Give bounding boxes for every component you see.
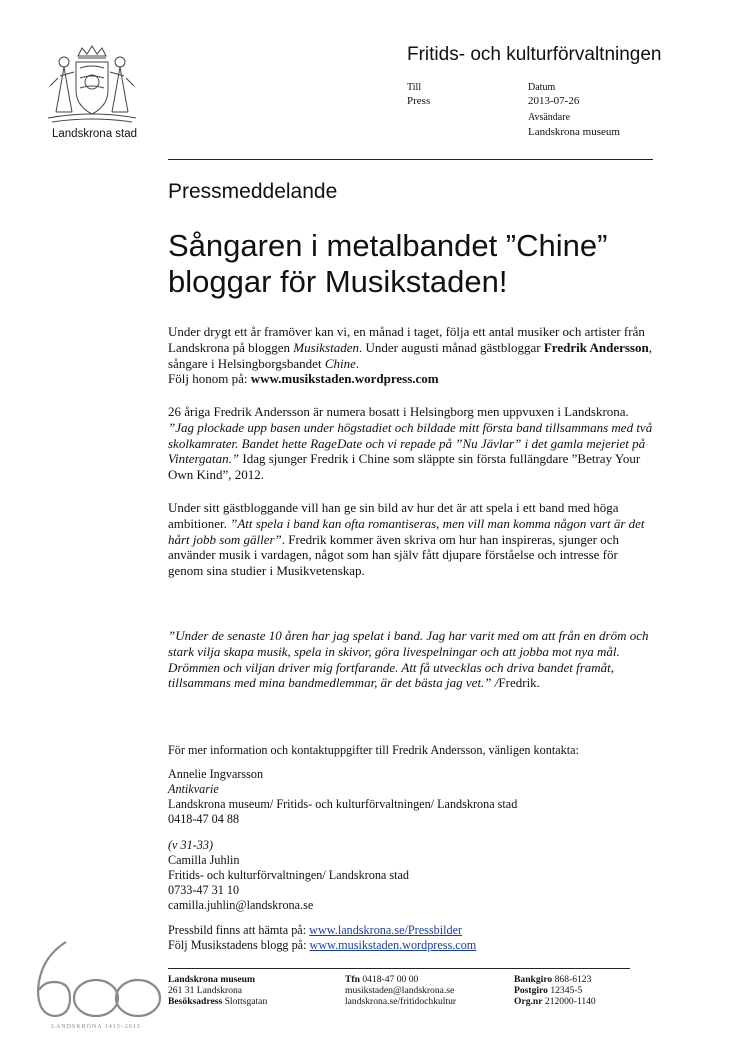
contact-block-1 — [168, 767, 654, 827]
contact-org: Fritids- och kulturförvaltningen/ Landskrona stad — [168, 868, 409, 882]
paragraph-intro — [168, 324, 654, 387]
press-photo-label: Pressbild finns att hämta på: — [168, 923, 310, 937]
footer-address — [168, 974, 267, 1008]
text: . Under augusti månad gästbloggar — [359, 339, 544, 355]
phone-label: Tfn — [345, 974, 360, 985]
headline-line-2: bloggar för Musikstaden! — [168, 264, 508, 299]
contact-name: Annelie Ingvarsson — [168, 767, 264, 781]
avsandare-value: Landskrona museum — [528, 126, 620, 138]
contact-block-2 — [168, 838, 654, 913]
footer-bank — [514, 974, 596, 1008]
anniversary-600-logo — [30, 938, 162, 1030]
contact-name: Camilla Juhlin — [168, 853, 240, 867]
footer-email: musikstaden@landskrona.se — [345, 985, 455, 997]
paragraph-quote — [168, 628, 654, 691]
bankgiro-value: 868-6123 — [552, 974, 592, 985]
contact-role: Antikvarie — [168, 782, 219, 796]
org-name: Landskrona stad — [52, 128, 138, 140]
till-value: Press — [407, 95, 431, 107]
coat-of-arms-logo — [38, 38, 146, 130]
press-photo-line — [168, 923, 654, 938]
text: Under drygt ett år framöver kan vi, en månad i taget, följa ett antal musiker och artister från Landskrona på bloggen — [168, 324, 645, 355]
paragraph-ambitions — [168, 500, 654, 579]
footer-web: landskrona.se/fritidochkultur — [345, 996, 457, 1008]
header-divider — [168, 159, 653, 160]
quote: ”Under de senaste 10 åren har jag spelat i band. Jag har varit med om att från en dröm och stark vilja skapa musik, spela in skivor, göra livespelningar och att jobba mot nya mål. Drömmen och viljan driver mig fortfarande. Att få utvecklas och driva bandet framåt, tillsammans med mina bandmedlemmar, är det bästa jag vet.” / — [168, 628, 649, 691]
avsandare-label: Avsändare — [528, 112, 571, 123]
document-type: Pressmeddelande — [168, 180, 338, 203]
visit-value: Slottsgatan — [222, 996, 268, 1008]
blog-line — [168, 938, 654, 953]
paragraph-background — [168, 404, 654, 483]
person-name: Fredrik Andersson — [543, 339, 649, 355]
till-label: Till — [407, 82, 422, 93]
text: 26 åriga Fredrik Andersson är numera bosatt i Helsingborg men uppvuxen i Landskrona. — [168, 404, 629, 419]
band-name: Chine — [324, 355, 356, 371]
blog-name: Musikstaden — [293, 339, 359, 355]
datum-value: 2013-07-26 — [528, 95, 580, 107]
orgnr-value: 212000-1140 — [542, 996, 596, 1008]
datum-label: Datum — [528, 82, 556, 93]
department-title: Fritids- och kulturförvaltningen — [407, 44, 662, 65]
quote: ”Jag plockade upp basen under högstadiet och bildade mitt första band tillsammans med två skolkamrater. Bandet hette RageDate och vi repade på ”Nu Jävlar” i det gamla mejeriet på Vintergatan.” — [168, 419, 653, 467]
text: Följ honom på: — [168, 371, 251, 387]
headline — [168, 228, 688, 300]
footer-postal: 261 31 Landskrona — [168, 985, 243, 997]
footer-contact — [345, 974, 456, 1008]
postgiro-label: Postgiro — [514, 985, 548, 997]
text: Fredrik. — [498, 675, 540, 691]
contact-org: Landskrona museum/ Fritids- och kulturförvaltningen/ Landskrona stad — [168, 797, 518, 811]
footer-org: Landskrona museum — [168, 974, 255, 985]
phone-value: 0418-47 00 00 — [359, 974, 419, 985]
contact-phone: 0418-47 04 88 — [168, 812, 240, 826]
bankgiro-label: Bankgiro — [514, 974, 553, 985]
contact-intro: För mer information och kontaktuppgifter till Fredrik Andersson, vänligen kontakta: — [168, 743, 579, 757]
footer-divider — [168, 968, 630, 969]
text: Idag sjunger Fredrik i Chine som släppte sin första fullängdare ”Betray Your Own Kind”, 2012. — [168, 451, 641, 483]
quote: ”Att spela i band kan ofta romantiseras, men vill man komma någon vart är det hårt jobb som gäller” — [168, 515, 645, 547]
contact-email: camilla.juhlin@landskrona.se — [168, 898, 314, 912]
blog-label: Följ Musikstadens blogg på: — [168, 938, 310, 952]
links-block — [168, 923, 654, 953]
text: . Fredrik kommer även skriva om hur han inspireras, sjunger och använder musik i vardagen, något som han själv fått djupare förståelse och intresse för genom sina studier i Musikvetenskap. — [168, 531, 619, 579]
headline-line-1: Sångaren i metalbandet ”Chine” — [168, 228, 608, 263]
contact-note: (v 31-33) — [168, 838, 214, 852]
blog-link[interactable]: www.musikstaden.wordpress.com — [309, 938, 477, 952]
text: . — [355, 355, 360, 371]
text: , sångare i Helsingborgsbandet — [168, 339, 652, 371]
logo-caption: LANDSKRONA 1413–2013 — [51, 1024, 141, 1030]
orgnr-label: Org.nr — [514, 996, 543, 1008]
postgiro-value: 12345-5 — [547, 985, 583, 997]
press-photo-link[interactable]: www.landskrona.se/Pressbilder — [309, 923, 463, 937]
text: Under sitt gästbloggande vill han ge sin bild av hur det är att spela i ett band med höga ambitioner. — [168, 500, 619, 531]
contact-phone: 0733-47 31 10 — [168, 883, 240, 897]
blog-url: www.musikstaden.wordpress.com — [250, 371, 439, 387]
visit-label: Besöksadress — [168, 996, 223, 1008]
